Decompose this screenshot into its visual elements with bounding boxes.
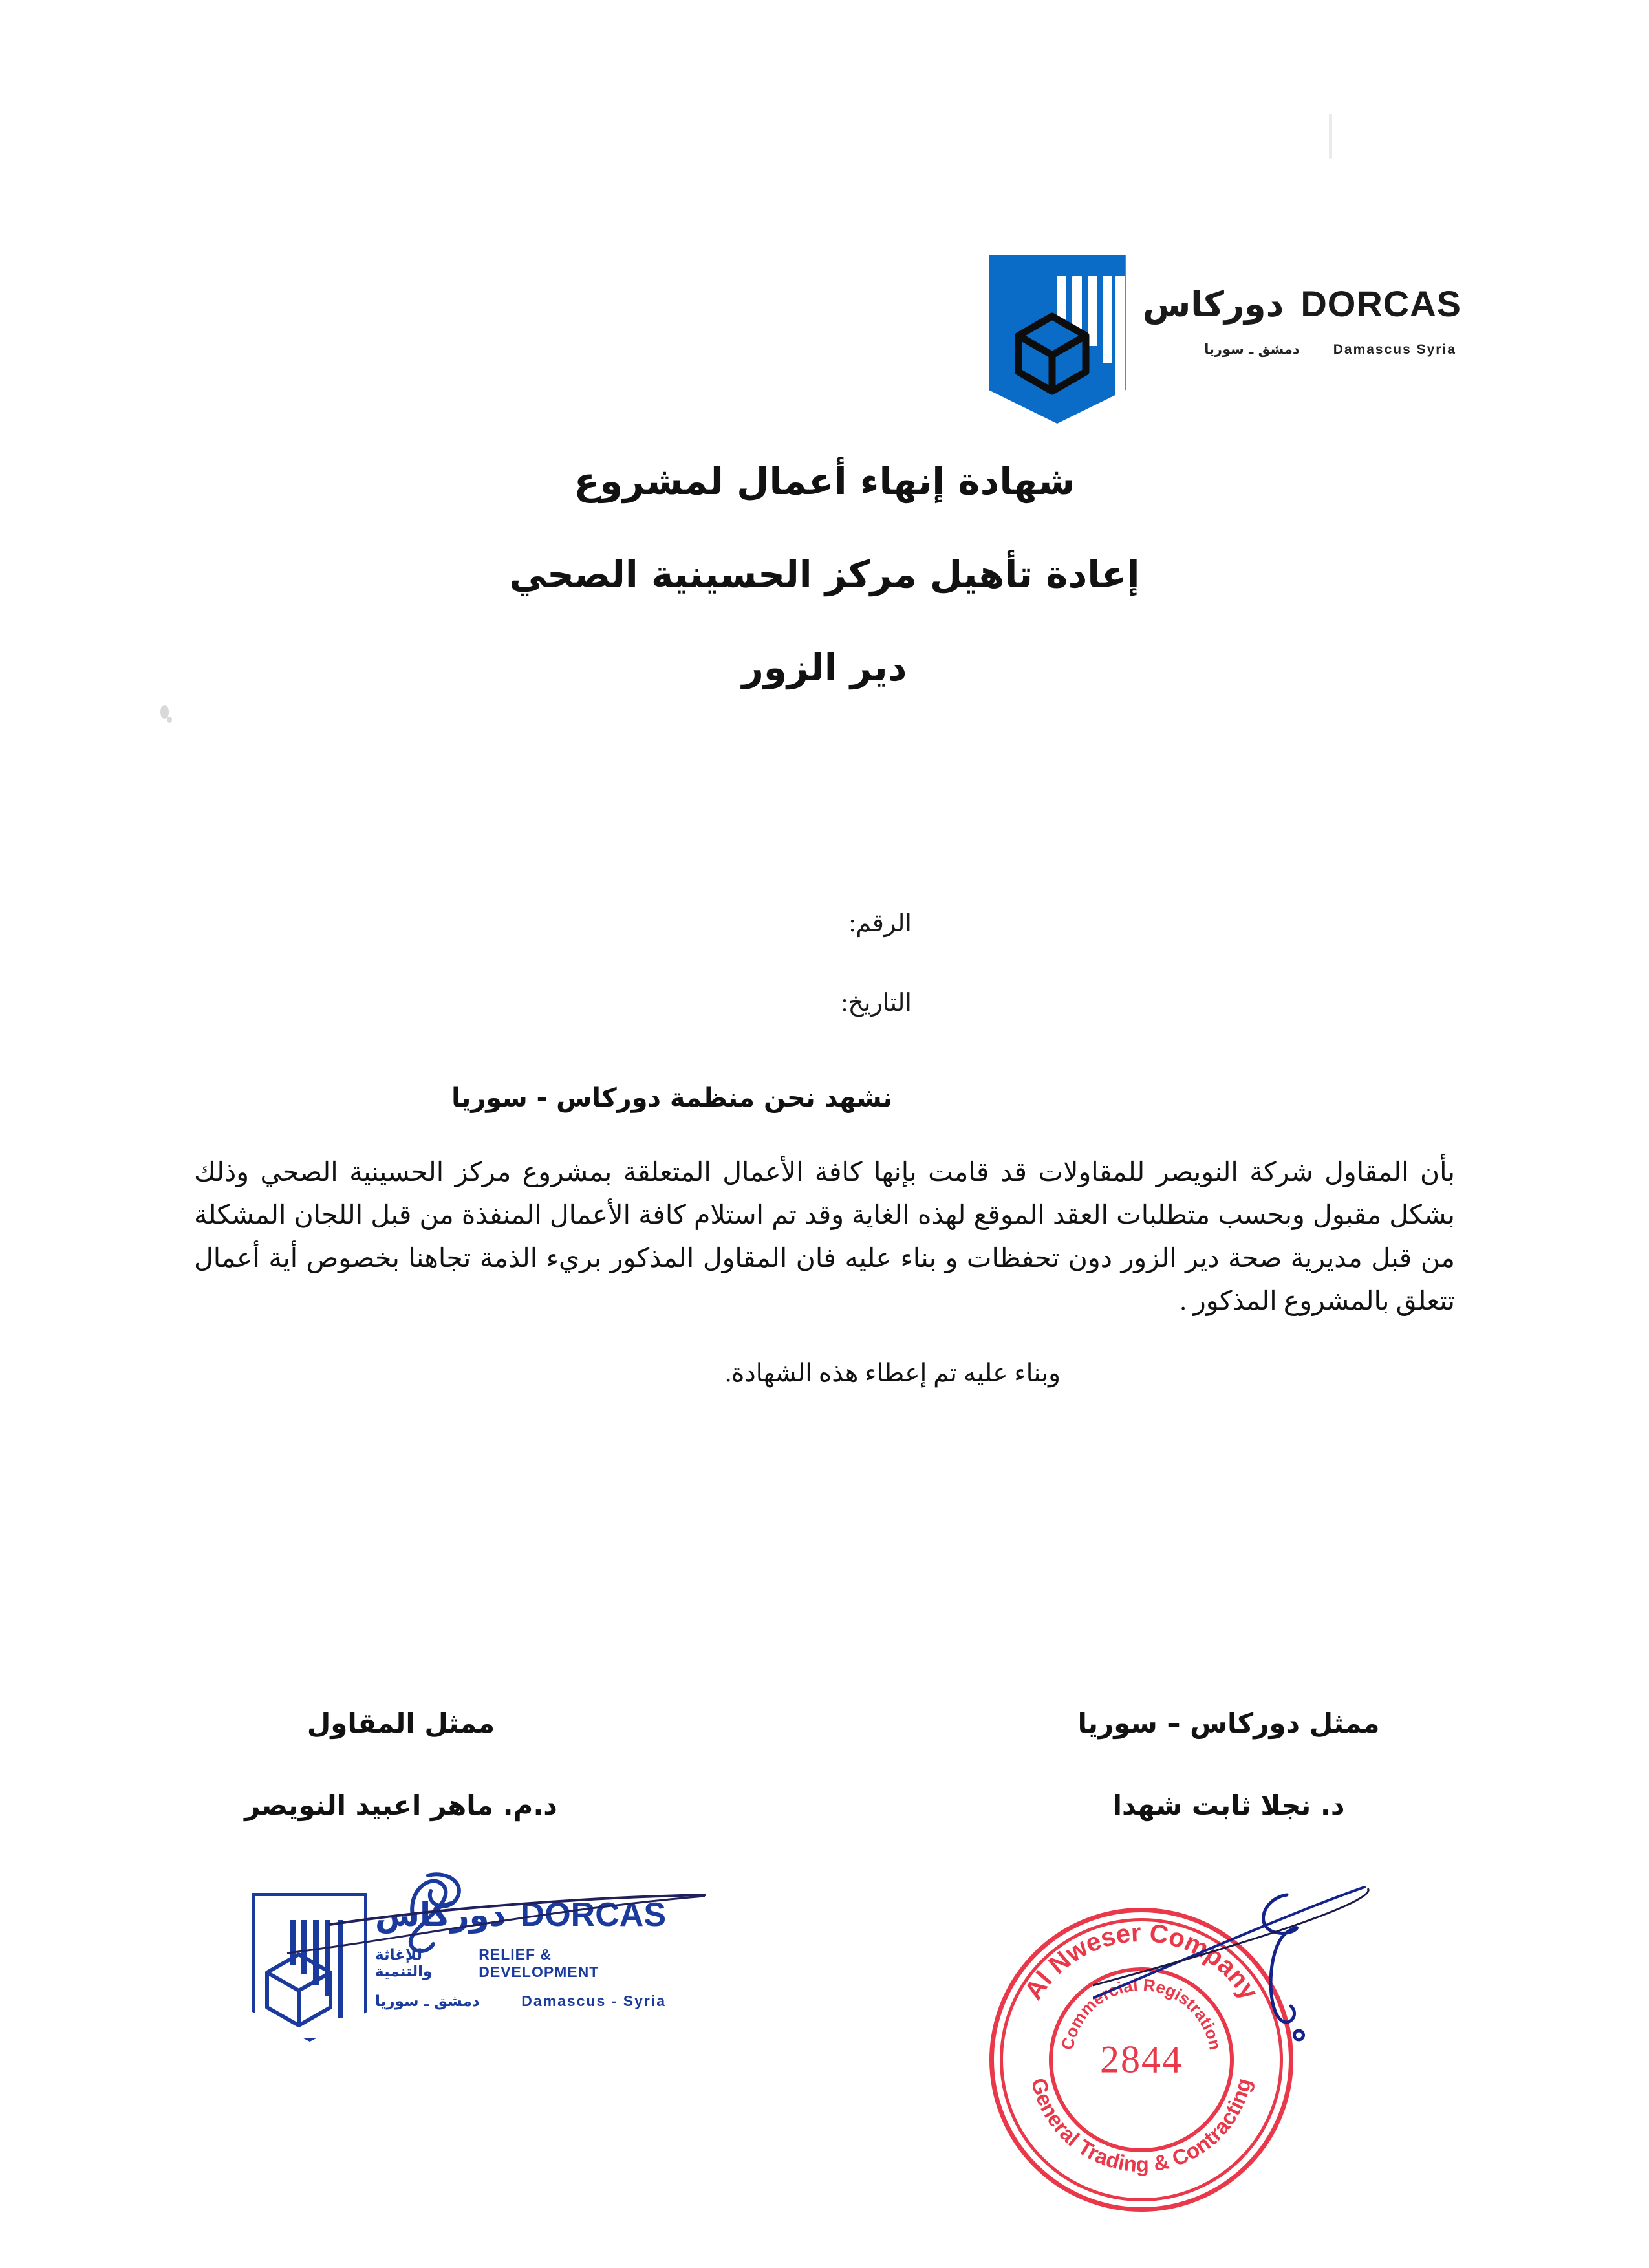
cube-icon [1015, 312, 1090, 395]
red-stamp-registration-number: 2844 [1100, 2038, 1183, 2081]
body-paragraph: بأن المقاول شركة النويصر للمقاولات قد قامت بإنها كافة الأعمال المتعلقة بمشروع مركز الحسينية الصحي وذلك بشكل مقبول وبحسب متطلبات العقد الموقع لهذه الغاية وقد تم استلام كافة الأعمال المنفذة من قبل اللجان المشكلة من قبل مديرية صحة دير الزور دون تحفظات و بناء عليه فان المقاول المذكور بريء الذمة تجاهنا بخصوص أية أعمال تتعلق بالمشروع المذكور . [194, 1157, 1455, 1316]
blue-stamp-brand-arabic: دوركاس [375, 1896, 506, 1934]
title-line-2: إعادة تأهيل مركز الحسينية الصحي [509, 552, 1140, 596]
brand-name-arabic: دوركاس [1142, 284, 1284, 325]
blue-stamp-location-arabic: دمشق ـ سوريا [375, 1993, 480, 2010]
dorcas-title: ممثل دوركاس – سوريا [1077, 1707, 1380, 1739]
date-label: التاريخ: [841, 989, 912, 1017]
contractor-title: ممثل المقاول [307, 1707, 495, 1739]
dorcas-blue-stamp [252, 1885, 666, 2060]
al-nweser-red-stamp [989, 1908, 1293, 2212]
red-stamp-registration-label: Commercial Registration [1057, 1974, 1225, 2052]
blue-stamp-cube-icon [264, 1951, 334, 2029]
brand-line [1143, 283, 1461, 325]
reference-number-label: الرقم: [848, 910, 912, 937]
signature-row [194, 1707, 1455, 1821]
letterhead [989, 255, 1461, 424]
contractor-signature-block [194, 1707, 608, 1821]
blue-stamp-text [375, 1895, 666, 2010]
scan-speckle [1329, 114, 1332, 159]
brand-location-line [1143, 341, 1461, 358]
location-english: Damascus Syria [1333, 342, 1456, 357]
blue-stamp-tagline-english: RELIEF & DEVELOPMENT [479, 1946, 599, 1980]
blue-stamp-tagline-arabic: للإغاثة والتنمية [375, 1947, 433, 1980]
brand-name-english: DORCAS [1300, 283, 1461, 324]
contractor-name: د.م. ماهر اعبيد النويصر [244, 1789, 557, 1821]
scan-speckle [167, 717, 172, 723]
document-body [194, 1083, 1455, 1388]
document-titles [0, 459, 1649, 689]
logo-bar [1103, 276, 1112, 363]
body-closing: وبناء عليه تم إعطاء هذه الشهادة. [725, 1359, 1061, 1387]
red-stamp-company-name: Al Nweser Company [1019, 1918, 1264, 2005]
document-meta [841, 909, 912, 1068]
blue-stamp-brand-english: DORCAS [520, 1896, 666, 1934]
blue-stamp-location-english: Damascus - Syria [521, 1993, 666, 2009]
body-intro: نشهد نحن منظمة دوركاس - سوريا [451, 1083, 892, 1113]
dorcas-shield-cube-logo-icon [989, 255, 1126, 424]
dorcas-name: د. نجلا ثابت شهدا [1112, 1789, 1345, 1821]
blue-stamp-logo-icon [252, 1893, 367, 2042]
dorcas-signature-block [1002, 1707, 1455, 1821]
title-line-1: شهادة إنهاء أعمال لمشروع [574, 459, 1075, 503]
letterhead-text [1143, 255, 1461, 358]
blue-stamp-tagline-row [375, 1946, 666, 1981]
location-arabic: دمشق ـ سوريا [1204, 341, 1300, 357]
logo-bar [1116, 276, 1125, 400]
red-stamp-business-type: General Trading & Contracting [1026, 2075, 1256, 2177]
title-line-3: دير الزور [742, 645, 907, 689]
blue-stamp-location-row [375, 1993, 666, 2010]
blue-stamp-bar [338, 1920, 343, 2018]
blue-stamp-brand-row [375, 1895, 666, 1934]
